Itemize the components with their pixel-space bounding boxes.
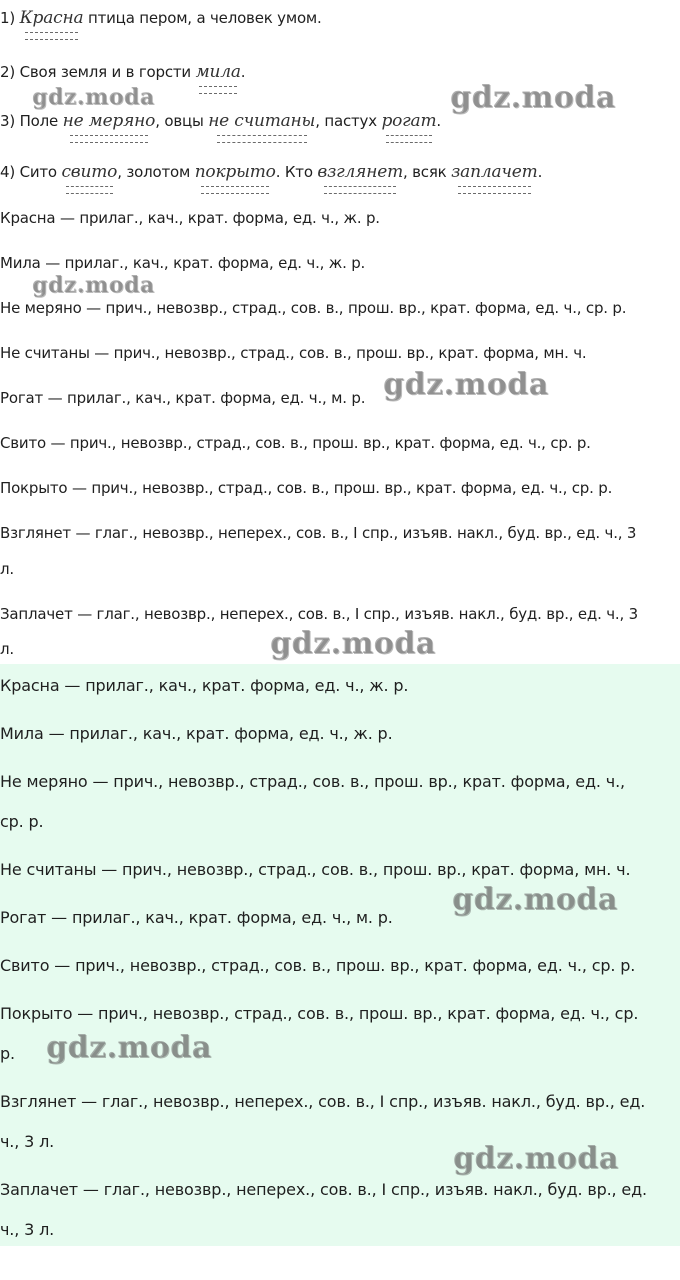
answer-line: Взглянет — глаг., невозвр., неперех., сов. в., I спр., изъяв. накл., буд. вр., ед. [0,1092,646,1111]
handwritten-word: не меряно [62,111,156,131]
analysis-line: л. [0,560,14,578]
watermark-logo: gdz.moda [32,272,155,298]
answer-line: Красна — прилаг., кач., крат. форма, ед. ч., ж. р. [0,676,409,695]
handwritten-word: Красна [19,8,84,28]
watermark-logo: gdz.moda [46,1030,212,1065]
answer-line: р. [0,1044,15,1063]
analysis-line: Не меряно — прич., невозвр., страд., сов. в., прош. вр., крат. форма, ед. ч., ср. р. [0,299,627,317]
answer-line: Рогат — прилаг., кач., крат. форма, ед. ч., м. р. [0,908,393,927]
analysis-line: Рогат — прилаг., кач., крат. форма, ед. ч., м. р. [0,389,366,407]
answer-line: ср. р. [0,812,44,831]
answer-line: Мила — прилаг., кач., крат. форма, ед. ч., ж. р. [0,724,393,743]
answer-line: Покрыто — прич., невозвр., страд., сов. в., прош. вр., крат. форма, ед. ч., ср. [0,1004,639,1023]
analysis-line: л. [0,640,14,658]
analysis-line: Взглянет — глаг., невозвр., неперех., сов. в., I спр., изъяв. накл., буд. вр., ед. ч., 3 [0,524,637,542]
handwritten-word: покрыто [194,162,276,182]
analysis-line: Свито — прич., невозвр., страд., сов. в., прош. вр., крат. форма, ед. ч., ср. р. [0,434,591,452]
handwritten-word: заплачет [451,162,538,182]
handwritten-word: свито [61,162,118,182]
answer-line: Не меряно — прич., невозвр., страд., сов. в., прош. вр., крат. форма, ед. ч., [0,772,625,791]
watermark-logo: gdz.moda [270,626,436,661]
answer-line: ч., 3 л. [0,1132,55,1151]
watermark-logo: gdz.moda [453,1141,619,1176]
sentence-3: 3) Поле не меряно, овцы не считаны, пастух рогат. [0,111,441,131]
watermark-logo: gdz.moda [452,882,618,917]
watermark-logo: gdz.moda [383,367,549,402]
watermark-logo: gdz.moda [32,84,155,110]
sentence-4: 4) Сито свито, золотом покрыто. Кто взглянет, всяк заплачет. [0,162,543,182]
answer-line: Свито — прич., невозвр., страд., сов. в., прош. вр., крат. форма, ед. ч., ср. р. [0,956,636,975]
answer-line: Не считаны — прич., невозвр., страд., сов. в., прош. вр., крат. форма, мн. ч. [0,860,631,879]
handwritten-word: не считаны [208,111,316,131]
answer-line: Заплачет — глаг., невозвр., неперех., сов. в., I спр., изъяв. накл., буд. вр., ед. [0,1180,647,1199]
analysis-line: Заплачет — глаг., невозвр., неперех., сов. в., I спр., изъяв. накл., буд. вр., ед. ч., 3 [0,605,638,623]
sentence-2: 2) Своя земля и в горсти мила. [0,62,246,82]
handwritten-word: мила [195,62,241,82]
watermark-logo: gdz.moda [450,80,616,115]
answer-line: ч., 3 л. [0,1220,55,1239]
analysis-line: Мила — прилаг., кач., крат. форма, ед. ч., ж. р. [0,254,366,272]
handwritten-word: рогат [381,111,437,131]
handwritten-word: взглянет [317,162,404,182]
sentence-1: 1) Красна птица пером, а человек умом. [0,8,322,28]
analysis-line: Покрыто — прич., невозвр., страд., сов. в., прош. вр., крат. форма, ед. ч., ср. р. [0,479,613,497]
analysis-line: Не считаны — прич., невозвр., страд., сов. в., прош. вр., крат. форма, мн. ч. [0,344,587,362]
analysis-line: Красна — прилаг., кач., крат. форма, ед. ч., ж. р. [0,209,380,227]
